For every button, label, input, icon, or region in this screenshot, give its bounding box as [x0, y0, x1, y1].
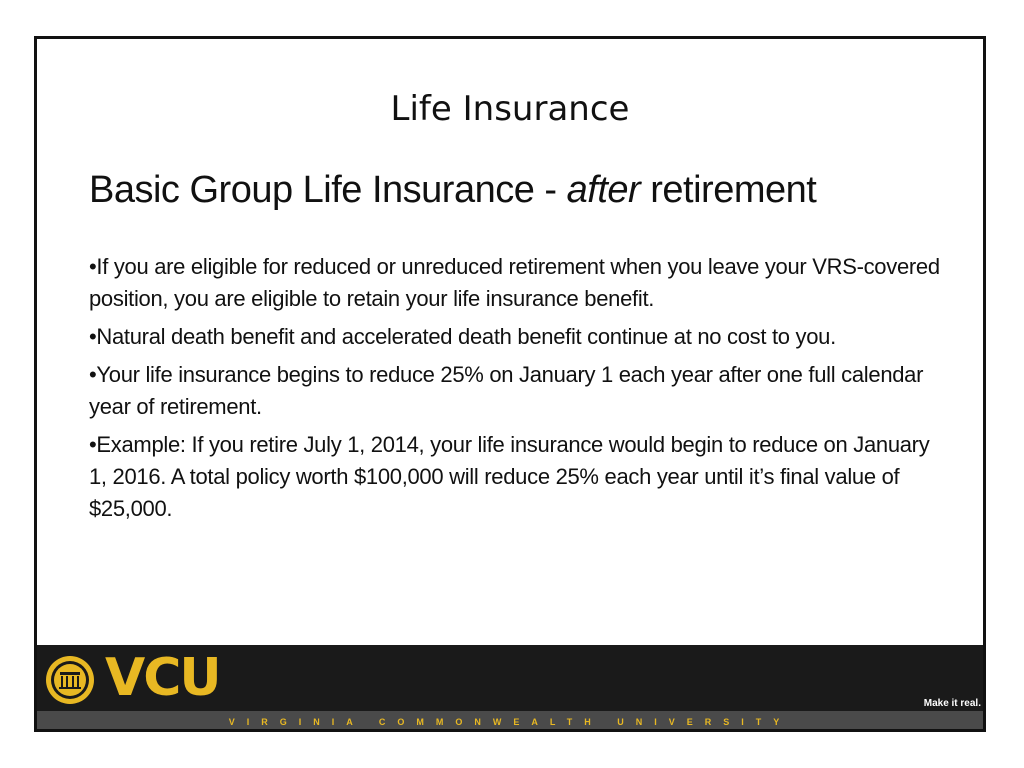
slide-subtitle — [89, 169, 816, 212]
bullet-item: •Example: If you retire July 1, 2014, your life insurance would begin to reduce on January 1, 2016. A total policy worth $100,000 will reduce 25% each year until it’s final value of $25,000. — [89, 432, 930, 521]
subtitle-prefix: Basic Group Life Insurance - — [89, 169, 567, 211]
subtitle-suffix: retirement — [640, 169, 817, 211]
slide — [34, 36, 986, 732]
footer-band — [37, 645, 983, 729]
bullet-list — [89, 251, 949, 531]
bullet-item: •Natural death benefit and accelerated death benefit continue at no cost to you. — [89, 324, 836, 349]
bullet-item: •If you are eligible for reduced or unreduced retirement when you leave your VRS-covered position, you are eligible to retain your life insurance benefit. — [89, 254, 940, 311]
bullet-item: •Your life insurance begins to reduce 25% on January 1 each year after one full calendar year of retirement. — [89, 362, 924, 419]
slide-title: Life Insurance — [390, 89, 630, 129]
subtitle-emphasis: after — [566, 169, 641, 211]
footer-strip — [37, 711, 983, 729]
university-seal-icon — [45, 655, 95, 705]
vcu-logo: VCU — [105, 648, 220, 708]
tagline: Make it real. — [923, 698, 981, 709]
university-name: VIRGINIA COMMONWEALTH UNIVERSITY — [228, 717, 792, 727]
